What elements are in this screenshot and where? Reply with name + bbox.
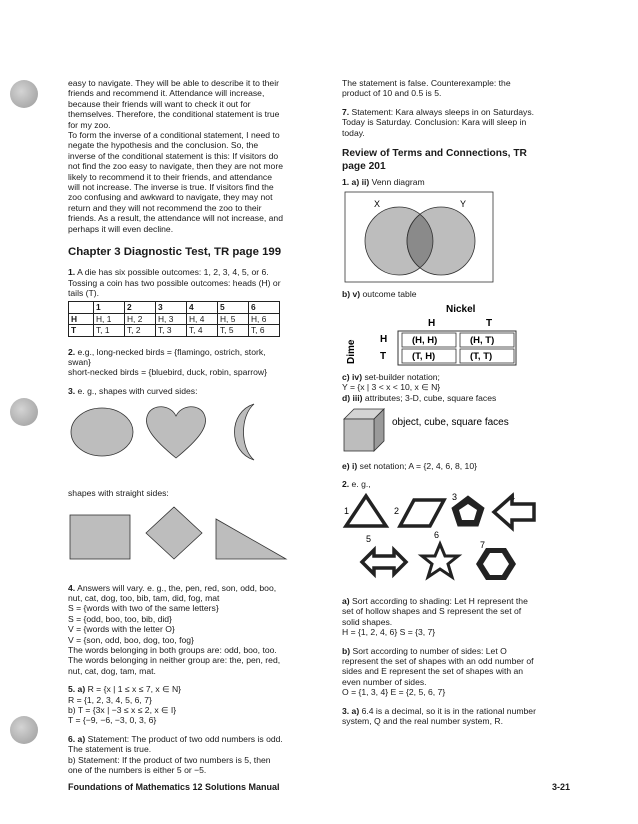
coin-outcome-table xyxy=(342,302,520,368)
col-header-t: T xyxy=(486,317,493,329)
hollow-star xyxy=(422,544,458,577)
question-3-straight-label: shapes with straight sides: xyxy=(68,488,169,499)
review-heading: Review of Terms and Connections, TR page 201 xyxy=(342,148,527,172)
hollow-double-arrow xyxy=(362,550,406,574)
review-1a: 1. a) ii) Venn diagram xyxy=(342,177,425,188)
question-3: 3. e. g., shapes with curved sides: xyxy=(68,385,198,396)
review-1d: d) iii) attributes; 3-D, cube, square faces xyxy=(342,392,497,403)
rectangle-shape xyxy=(70,515,130,559)
diamond-shape xyxy=(146,507,202,559)
table-row: H H, 1 H, 2 H, 3 H, 4 H, 5 H, 6 xyxy=(69,313,280,324)
cell-th: (T, H) xyxy=(412,350,436,362)
punch-hole xyxy=(10,716,38,744)
punch-hole xyxy=(10,398,38,426)
review-2a: a) Sort according to shading: Let H represent the set of hollow shapes and S represent the set of solid shapes. H = {1, 2, 4, 6} S = {3, 7} xyxy=(342,595,528,638)
review-1e: e) i) set notation; A = {2, 4, 6, 8, 10} xyxy=(342,461,477,472)
venn-diagram xyxy=(344,191,494,283)
polygon-shapes-figure xyxy=(342,492,582,592)
cell-tt: (T, T) xyxy=(470,350,493,362)
row-header-h: H xyxy=(380,333,388,345)
left-column xyxy=(68,78,320,783)
curved-shapes-figure xyxy=(68,396,318,464)
cell-hh: (H, H) xyxy=(412,334,438,346)
dime-label: Dime xyxy=(346,339,357,364)
col-header-h: H xyxy=(428,317,436,329)
row-header-t: T xyxy=(380,350,387,362)
question-6: 6. a) Statement: The product of two odd numbers is odd. The statement is true. b) Statement: If the product of two numbers is 5, then one of the numbers is either 5 or −5. xyxy=(68,733,283,776)
review-1b: b) v) outcome table xyxy=(342,289,417,300)
chapter-heading: Chapter 3 Diagnostic Test, TR page 199 xyxy=(68,246,282,259)
review-1c: c) iv) set-builder notation; Y = {x | 3 < x < 10, x ∈ N} xyxy=(342,371,441,393)
shape-number: 6 xyxy=(434,529,440,540)
review-2b: b) Sort according to number of sides: Let O represent the set of shapes with an odd number of sides and E represent the set of shapes with an even number of sides. O = {1, 3, 4} E = {2, 5, 6, 7} xyxy=(342,645,534,698)
review-3: 3. a) 6.4 is a decimal, so it is in the rational number system, Q and the real number system, R. xyxy=(342,705,536,726)
oval-shape xyxy=(71,408,133,456)
heart-shape xyxy=(146,407,205,458)
triangle-shape xyxy=(216,519,286,559)
shape-number: 1 xyxy=(344,505,350,516)
table-header-row: 1 2 3 4 5 6 xyxy=(69,302,280,313)
crescent-shape xyxy=(235,404,255,460)
venn-label-y: Y xyxy=(460,199,467,210)
cube-shape xyxy=(344,419,374,451)
q6-continued: The statement is false. Counterexample: the product of 10 and 0.5 is 5. xyxy=(342,78,511,99)
right-column xyxy=(342,78,582,734)
shape-number: 2 xyxy=(394,505,400,516)
straight-shapes-figure xyxy=(68,503,318,567)
shape-number: 3 xyxy=(452,491,458,502)
cell-ht: (H, T) xyxy=(470,334,495,346)
nickel-label: Nickel xyxy=(446,303,476,315)
question-2: 2. e.g., long-necked birds = {flamingo, ostrich, stork, swan} short-necked birds = {bluebird, duck, robin, sparrow} xyxy=(68,346,267,378)
question-5: 5. a) R = {x | 1 ≤ x ≤ 7, x ∈ N} R = {1, 2, 3, 4, 5, 6, 7} b) T = {3x | −3 ≤ x ≤ 2, x ∈ I} T = {−9, −6, −3, 0, 3, 6} xyxy=(68,684,182,726)
page-number: 3-21 xyxy=(552,782,571,792)
intro-paragraph: easy to navigate. They will be able to describe it to their friends and recommend it. Attendance will increase, because their friends will want to check it out for themselves. Therefore, the conditional statement is true for my zoo. To form the inverse of a conditional statement, I need to negate the hypothesis and the conclusion. So, the inverse of the conditional statement is this: If visitors do not find the zoo easy to navigate, then they are not more likely to recommend it to their friends, and attendance will not increase. The inverse is true. If visitors find the zoo confusing and awkward to navigate, they may not return and they will not recommend the zoo to their friends. As a result, the attendance will not increase, and perhaps it will even decline. xyxy=(68,78,283,234)
hollow-parallelogram xyxy=(400,500,444,526)
venn-label-x: X xyxy=(374,199,381,210)
question-7: 7. Statement: Kara always sleeps in on Saturdays. Today is Saturday. Conclusion: Kara will sleep in today. xyxy=(342,106,535,138)
table-row: T T, 1 T, 2 T, 3 T, 4 T, 5 T, 6 xyxy=(69,325,280,336)
shape-number: 4 xyxy=(510,491,516,502)
footer-title: Foundations of Mathematics 12 Solutions Manual xyxy=(68,782,280,792)
shape-number: 7 xyxy=(480,539,486,550)
punch-hole xyxy=(10,80,38,108)
question-1: 1. A die has six possible outcomes: 1, 2, 3, 4, 5, or 6. Tossing a coin has two possible outcomes: heads (H) or tails (T). xyxy=(68,267,281,298)
review-2: 2. e. g., xyxy=(342,479,371,490)
shape-number: 5 xyxy=(366,533,372,544)
cube-caption: object, cube, square faces xyxy=(392,417,509,429)
cube-figure xyxy=(342,407,542,453)
outcome-table-die-coin xyxy=(68,301,280,336)
question-4: 4. Answers will vary. e. g., the, pen, red, son, odd, boo, nut, cat, dog, too, bib, tam, did, fog, mat S = {words with two of the same letters} S = {odd, boo, too, bib, did} V = {words with the letter O} V = {son, odd, boo, dog, too, fog} The words belonging in both groups are: odd, boo, too. The words belonging in neither group are: the, pen, red, nut, cat, dog, tam, mat. xyxy=(68,582,281,676)
hollow-triangle xyxy=(346,496,386,526)
